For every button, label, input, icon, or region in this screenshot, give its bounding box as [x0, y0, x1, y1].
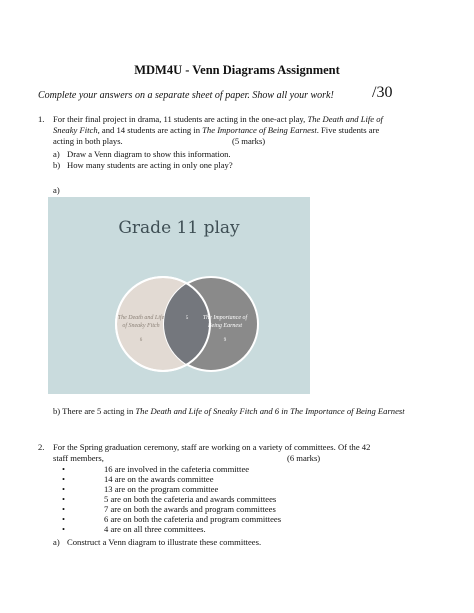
venn-diagram-panel	[48, 197, 310, 394]
venn-both-value: 5	[185, 316, 189, 321]
q1-marks: (5 marks)	[232, 136, 266, 146]
q2-number: 2.	[38, 442, 45, 452]
venn-diagram-title: Grade 11 play	[118, 218, 240, 238]
q1-answer-b: b) There are 5 acting in The Death and Life of Sneaky Fitch and 6 in The Importance of Being Earnest	[53, 406, 405, 416]
venn-right-label-2: Being Earnest	[207, 323, 243, 329]
page-title: MDM4U - Venn Diagrams Assignment	[134, 63, 340, 77]
bullet-icon: •	[62, 494, 66, 504]
bullet-icon: •	[62, 504, 66, 514]
venn-diagram	[48, 197, 310, 394]
q1-answer-a-label: a)	[53, 185, 60, 195]
score-total: /30	[372, 84, 393, 101]
q1-line3: acting in both plays.	[53, 136, 123, 146]
bullet-icon: •	[62, 474, 66, 484]
q2-part-a: Construct a Venn diagram to illustrate these committees.	[67, 537, 262, 547]
bullet-icon: •	[62, 514, 66, 524]
q2-line2: staff members,	[53, 453, 104, 463]
q1-part-a-label: a)	[53, 149, 60, 159]
q1-line2: Sneaky Fitch, and 14 students are acting in The Importance of Being Earnest. Five students are	[53, 125, 380, 135]
venn-right-label-1: The Importance of	[202, 315, 248, 321]
venn-right-only-value: 9	[223, 338, 227, 343]
q1-part-b-label: b)	[53, 160, 61, 170]
q1-line1: For their final project in drama, 11 students are acting in the one-act play, The Death and Life of	[53, 114, 383, 124]
q1-part-b: How many students are acting in only one play?	[67, 160, 233, 170]
q2-line1: For the Spring graduation ceremony, staff are working on a variety of committees. Of the 42	[53, 442, 371, 452]
q1-number: 1.	[38, 114, 45, 124]
venn-left-only-value: 6	[139, 338, 143, 343]
bullet-icon: •	[62, 524, 66, 534]
bullet-icon: •	[62, 484, 66, 494]
venn-left-label-2: of Sneaky Fitch	[122, 323, 160, 329]
venn-left-label-1: The Death and Life	[117, 315, 165, 321]
q2-part-a-label: a)	[53, 537, 60, 547]
instructions: Complete your answers on a separate sheet of paper. Show all your work!	[38, 90, 334, 101]
bullet-icon: •	[62, 464, 66, 474]
q1-part-a: Draw a Venn diagram to show this information.	[67, 149, 231, 159]
q2-marks: (6 marks)	[287, 453, 321, 463]
